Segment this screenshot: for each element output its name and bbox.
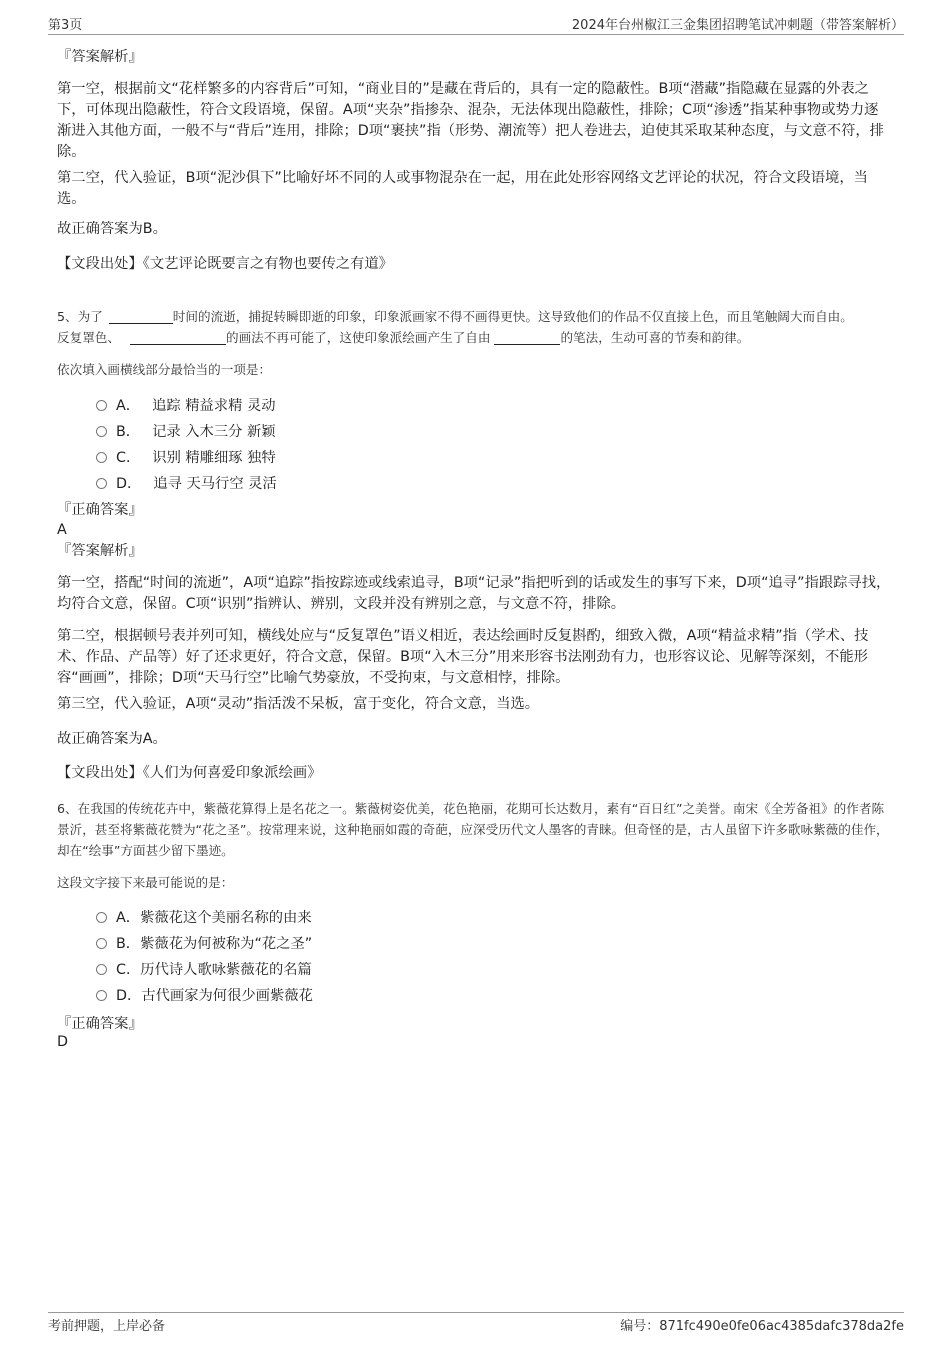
fill-blank — [494, 330, 560, 345]
analysis-label: 『答案解析』 — [57, 49, 143, 65]
option-a[interactable]: A． 追踪 精益求精 灵动 — [96, 396, 276, 416]
question-prompt: 依次填入画横线部分最恰当的一项是： — [57, 362, 272, 377]
question-prompt: 这段文字接下来最可能说的是： — [57, 875, 234, 890]
radio-icon[interactable] — [96, 426, 107, 437]
radio-icon[interactable] — [96, 990, 107, 1001]
radio-icon[interactable] — [96, 912, 107, 923]
document-title: 2024年台州椒江三金集团招聘笔试冲刺题（带答案解析） — [571, 18, 904, 33]
question-stem: 6、在我国的传统花卉中，紫薇花算得上是名花之一。紫薇树姿优美，花色艳丽，花期可长达数月，素有“百日红”之美誉。南宋《全芳备祖》的作者陈景沂，甚至将紫薇花赞为“花之圣”。按常理来说，这种艳丽如霞的奇葩，应深受历代文人墨客的青睐。但奇怪的是，古人虽留下许多歌咏紫薇的佳作，却在“绘事”方面甚少留下墨迹。 — [57, 801, 889, 858]
answer-value: A — [57, 522, 67, 538]
conclusion: 故正确答案为A。 — [57, 731, 167, 747]
analysis-paragraph: 第三空，代入验证，A项“灵动”指活泼不呆板，富于变化，符合文意，当选。 — [57, 696, 540, 712]
fill-blank — [130, 330, 226, 345]
page-footer — [48, 1312, 904, 1335]
footer-slogan: 考前押题，上岸必备 — [48, 1319, 166, 1334]
question-stem: 5、为了 时间的流逝，捕捉转瞬即逝的印象，印象派画家不得不画得更快。这导致他们的作品不仅直接上色，而且笔触阔大而自由。 反复罩色、 的画法不再可能了，这使印象派绘画产生了自由 的笔法，生动可喜的节奏和韵律。 — [57, 309, 853, 345]
source-citation: 【文段出处】《文艺评论既要言之有物也要传之有道》 — [57, 256, 393, 272]
conclusion: 故正确答案为B。 — [57, 221, 167, 237]
option-a[interactable]: A．紫薇花这个美丽名称的由来 — [96, 908, 312, 928]
analysis-paragraph: 第一空，搭配“时间的流逝”，A项“追踪”指按踪迹或线索追寻，B项“记录”指把听到的话或发生的事写下来，D项“追寻”指跟踪寻找，均符合文意，保留。C项“识别”指辨认、辨别，文段并没有辨别之意，与文意不符，排除。 — [57, 575, 891, 612]
option-b[interactable]: B．紫薇花为何被称为“花之圣” — [96, 934, 312, 954]
page-number: 第3页 — [48, 18, 83, 33]
analysis-label: 『答案解析』 — [57, 543, 143, 559]
answer-value: D — [57, 1034, 69, 1050]
radio-icon[interactable] — [96, 478, 107, 489]
option-d[interactable]: D． 追寻 天马行空 灵活 — [96, 474, 277, 494]
source-citation: 【文段出处】《人们为何喜爱印象派绘画》 — [57, 765, 322, 781]
option-c[interactable]: C．历代诗人歌咏紫薇花的名篇 — [96, 960, 312, 980]
option-d[interactable]: D．古代画家为何很少画紫薇花 — [96, 986, 313, 1006]
option-c[interactable]: C． 识别 精雕细琢 独特 — [96, 448, 276, 468]
answer-label: 『正确答案』 — [57, 502, 143, 518]
option-b[interactable]: B． 记录 入木三分 新颖 — [96, 422, 276, 442]
radio-icon[interactable] — [96, 964, 107, 975]
document-id: 编号：871fc490e0fe06ac4385dafc378da2fe — [620, 1319, 904, 1334]
analysis-paragraph: 第二空，根据顿号表并列可知，横线处应与“反复罩色”语义相近，表达绘画时反复斟酌，细致入微，A项“精益求精”指（学术、技术、作品、产品等）好了还求更好，符合文意，保留。B项“入木三分”用来形容书法刚劲有力，也形容议论、见解等深刻，不能形容“画画”，排除；D项“天马行空”比喻气势豪放，不受拘束，与文意相悖，排除。 — [57, 628, 869, 686]
radio-icon[interactable] — [96, 452, 107, 463]
radio-icon[interactable] — [96, 938, 107, 949]
analysis-paragraph: 第一空，根据前文“花样繁多的内容背后”可知，“商业目的”是藏在背后的，具有一定的隐蔽性。B项“潜藏”指隐藏在显露的外表之下，可体现出隐蔽性，符合文段语境，保留。A项“夹杂”指掺杂、混杂，无法体现出隐蔽性，排除；C项“渗透”指某种事物或势力逐渐进入其他方面，一般不与“背后”连用，排除；D项“裹挟”指（形势、潮流等）把人卷进去，迫使其采取某种态度，与文意不符，排除。 — [57, 81, 884, 160]
fill-blank — [109, 309, 173, 324]
page-header — [48, 14, 904, 35]
answer-label: 『正确答案』 — [57, 1016, 143, 1032]
radio-icon[interactable] — [96, 400, 107, 411]
analysis-paragraph: 第二空，代入验证，B项“泥沙俱下”比喻好坏不同的人或事物混杂在一起，用在此处形容网络文艺评论的状况，符合文段语境，当选。 — [57, 170, 868, 207]
